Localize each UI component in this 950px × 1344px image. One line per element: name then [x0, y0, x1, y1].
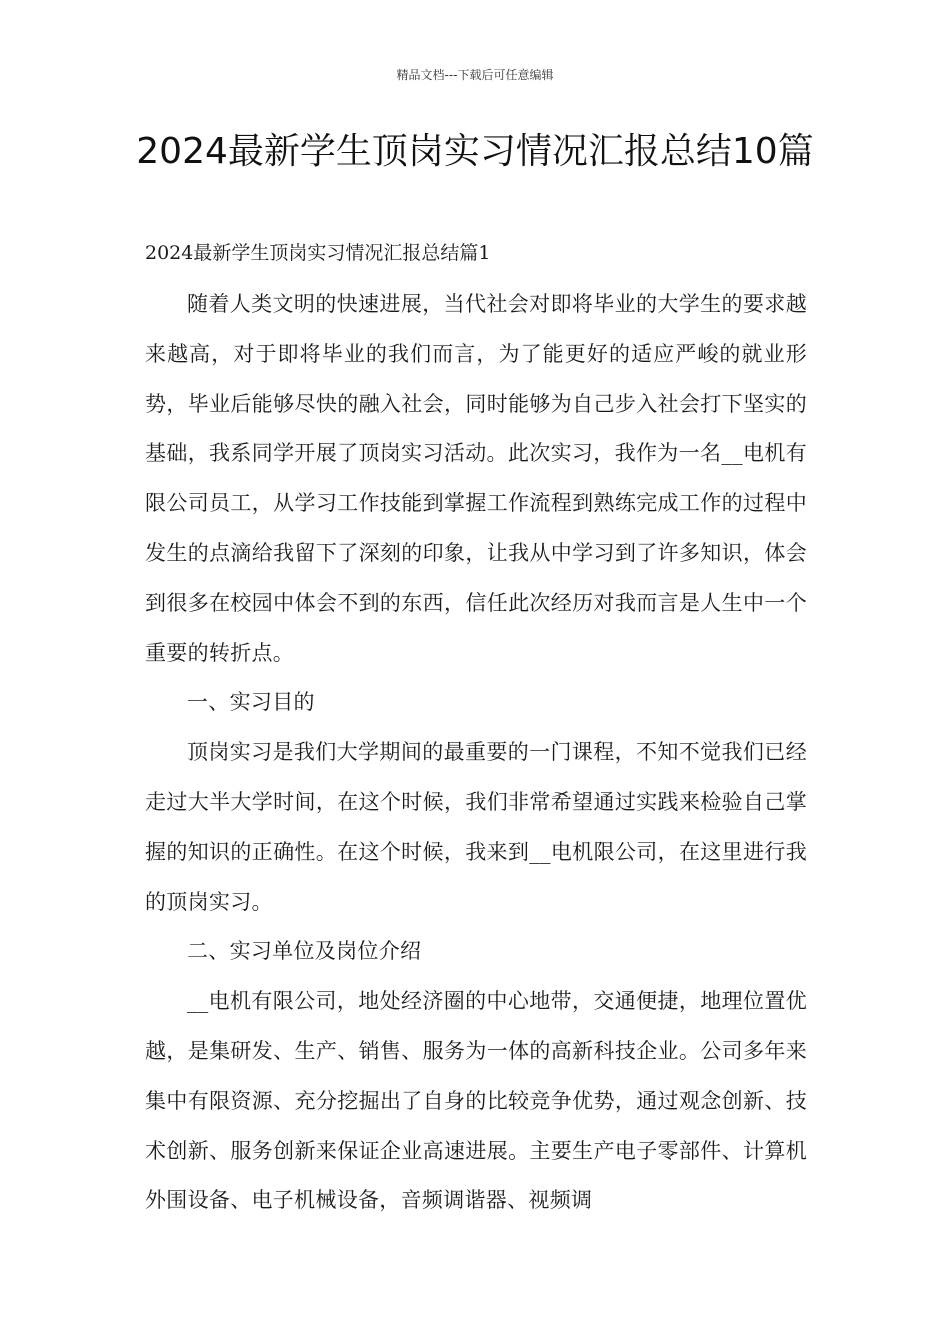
heading-internship-purpose: 一、实习目的	[187, 690, 315, 715]
heading-company-intro: 二、实习单位及岗位介绍	[187, 939, 422, 964]
paragraph-company: __电机有限公司，地处经济圈的中心地带，交通便捷，地理位置优越，是集研发、生产、销售、服务为一体的高新科技企业。公司多年来集中有限资源、充分挖掘出了自身的比较竞争优势，通过观念创新、技术创新、服务创新来保证企业高速进展。主要生产电子零部件、计算机外围设备、电子机械设备，音频调谐器、视频调	[145, 989, 807, 1213]
header-note: 精品文档---下载后可任意编辑	[396, 68, 554, 82]
section-subtitle: 2024最新学生顶岗实习情况汇报总结篇1	[145, 242, 491, 264]
document-title: 2024最新学生顶岗实习情况汇报总结10篇	[136, 131, 814, 172]
document-body	[145, 280, 807, 1226]
paragraph-purpose: 顶岗实习是我们大学期间的最重要的一门课程，不知不觉我们已经走过大半大学时间，在这个时候，我们非常希望通过实践来检验自己掌握的知识的正确性。在这个时候，我来到__电机限公司，在这里进行我的顶岗实习。	[145, 740, 807, 914]
paragraph-intro: 随着人类文明的快速进展，当代社会对即将毕业的大学生的要求越来越高，对于即将毕业的我们而言，为了能更好的适应严峻的就业形势，毕业后能够尽快的融入社会，同时能够为自己步入社会打下坚实的基础，我系同学开展了顶岗实习活动。此次实习，我作为一名__电机有限公司员工，从学习工作技能到掌握工作流程到熟练完成工作的过程中发生的点滴给我留下了深刻的印象，让我从中学习到了许多知识，体会到很多在校园中体会不到的东西，信任此次经历对我而言是人生中一个重要的转折点。	[145, 292, 807, 665]
